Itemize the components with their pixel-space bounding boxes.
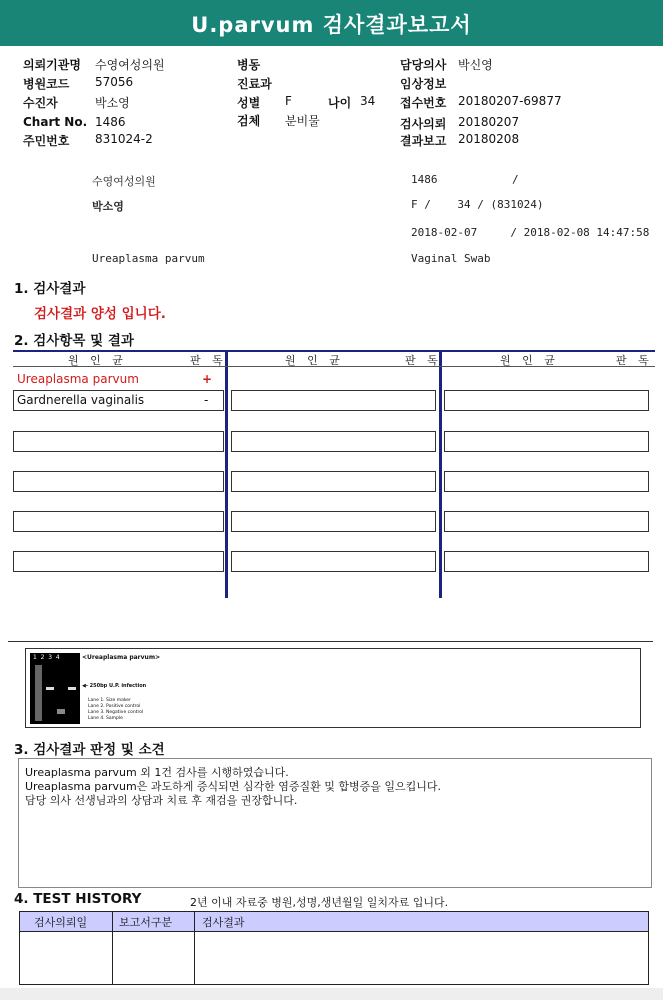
summary-patient: 박소영: [92, 200, 124, 213]
value-doctor: 박신영: [458, 58, 493, 72]
summary-sex-age: F / 34 / (831024): [411, 198, 544, 211]
summary-clinic: 수영여성의원: [92, 175, 156, 188]
label-request-date: 검사의뢰: [400, 117, 447, 131]
value-receipt-no: 20180207-69877: [458, 94, 562, 108]
gel-image: [30, 653, 80, 724]
column-divider-1: [225, 350, 228, 598]
comment-line-3: 담당 의사 선생님과의 상담과 치료 후 재검을 권장합니다.: [25, 794, 298, 807]
gel-band-lane-4: [68, 687, 76, 690]
history-col-report-type: 보고서구분: [119, 916, 173, 929]
report-title: U.parvum 검사결과보고서: [0, 0, 663, 46]
gel-legend-1: Lane 1. Size maker: [88, 698, 131, 703]
label-hospital-code: 병원코드: [23, 77, 70, 91]
result-ureaplasma-parvum: +: [202, 372, 213, 386]
result-row-box: [444, 390, 649, 411]
result-row-box: [13, 511, 224, 532]
gel-arrow-label: ◀- 250bp U.P. infection: [82, 683, 147, 689]
value-request-date: 20180207: [458, 115, 520, 129]
result-row-box: [231, 390, 436, 411]
result-row-box: [444, 551, 649, 572]
value-chart-no: 1486: [95, 115, 126, 129]
result-row-box: [231, 471, 436, 492]
col-header-judge-1: 판 독: [190, 354, 227, 367]
history-header-row: [20, 912, 648, 932]
value-age: 34: [360, 94, 376, 108]
value-patient: 박소영: [95, 96, 130, 110]
comment-box: [18, 758, 652, 888]
history-col-request-date: 검사의뢰일: [34, 916, 88, 929]
gel-legend-4: Lane 4. Sample: [88, 716, 123, 721]
result-row-box: [444, 471, 649, 492]
value-id-number: 831024-2: [95, 132, 153, 146]
result-row-box: [13, 551, 224, 572]
result-gardnerella-vaginalis: -: [204, 393, 209, 407]
history-table: [19, 911, 649, 985]
col-header-organism-2: 원 인 균: [285, 354, 344, 367]
label-ward: 병동: [237, 58, 261, 72]
col-header-judge-3: 판 독: [616, 354, 653, 367]
result-row-box: [231, 431, 436, 452]
label-department: 진료과: [237, 77, 272, 91]
section2-heading: 2. 검사항목 및 결과: [14, 333, 134, 349]
result-row-box: [231, 511, 436, 532]
label-id-number: 주민번호: [23, 134, 70, 148]
history-col-divider-1: [112, 912, 113, 984]
result-summary: 검사결과 양성 입니다.: [34, 306, 166, 322]
section1-heading: 1. 검사결과: [14, 281, 86, 297]
history-note: 2년 이내 자료중 병원,성명,생년월일 일치자료 입니다.: [190, 896, 449, 909]
gel-band-lane-3: [57, 709, 65, 714]
value-hospital-code: 57056: [95, 75, 134, 89]
result-row-box: [444, 511, 649, 532]
result-row-box: [13, 431, 224, 452]
column-divider-2: [439, 350, 442, 598]
gel-legend-2: Lane 2. Positive control: [88, 704, 141, 709]
value-sex: F: [285, 94, 292, 108]
label-doctor: 담당의사: [400, 58, 447, 72]
report-header: [0, 46, 663, 163]
label-patient: 수진자: [23, 96, 58, 110]
label-chart-no: Chart No.: [23, 115, 88, 129]
label-sex: 성별: [237, 96, 261, 110]
organism-ureaplasma-parvum: Ureaplasma parvum: [17, 372, 139, 386]
label-age: 나이: [328, 96, 352, 110]
label-requester: 의뢰기관명: [23, 58, 81, 72]
label-report-date: 결과보고: [400, 134, 447, 148]
organism-gardnerella-vaginalis: Gardnerella vaginalis: [17, 393, 145, 407]
col-header-judge-2: 판 독: [405, 354, 442, 367]
history-col-result: 검사결과: [202, 916, 245, 929]
value-report-date: 20180208: [458, 132, 520, 146]
history-col-divider-2: [194, 912, 195, 984]
section3-heading: 3. 검사결과 판정 및 소견: [14, 742, 165, 758]
gel-legend-3: Lane 3. Negative control: [88, 710, 144, 715]
gel-panel: [25, 648, 641, 728]
gel-title: <Ureaplasma parvum>: [82, 654, 161, 661]
col-header-organism-1: 원 인 균: [68, 354, 127, 367]
section-divider: [8, 641, 653, 642]
result-row-box: [444, 431, 649, 452]
col-header-organism-3: 원 인 균: [500, 354, 559, 367]
label-specimen: 검체: [237, 114, 261, 128]
section4-heading: 4. TEST HISTORY: [14, 891, 142, 907]
summary-slash: /: [512, 173, 519, 186]
summary-specimen: Vaginal Swab: [411, 252, 491, 265]
comment-line-2: Ureaplasma parvum은 과도하게 증식되면 심각한 염증질환 및 합병증을 일으킵니다.: [25, 780, 441, 793]
comment-line-1: Ureaplasma parvum 외 1건 검사를 시행하였습니다.: [25, 766, 289, 779]
result-row-box: [13, 471, 224, 492]
value-requester: 수영여성의원: [95, 58, 165, 72]
label-clinical-info: 임상정보: [400, 77, 447, 91]
summary-dates: 2018-02-07 / 2018-02-08 14:47:58: [411, 226, 650, 239]
gel-lane-1: [35, 665, 42, 721]
gel-band-lane-2: [46, 687, 54, 690]
value-specimen: 분비물: [285, 114, 320, 128]
result-row-box: [13, 390, 224, 411]
summary-test: Ureaplasma parvum: [92, 252, 205, 265]
label-receipt-no: 접수번호: [400, 96, 447, 110]
gel-lane-numbers: 1 2 3 4: [33, 654, 60, 661]
summary-chart: 1486: [411, 173, 438, 186]
result-row-box: [231, 551, 436, 572]
